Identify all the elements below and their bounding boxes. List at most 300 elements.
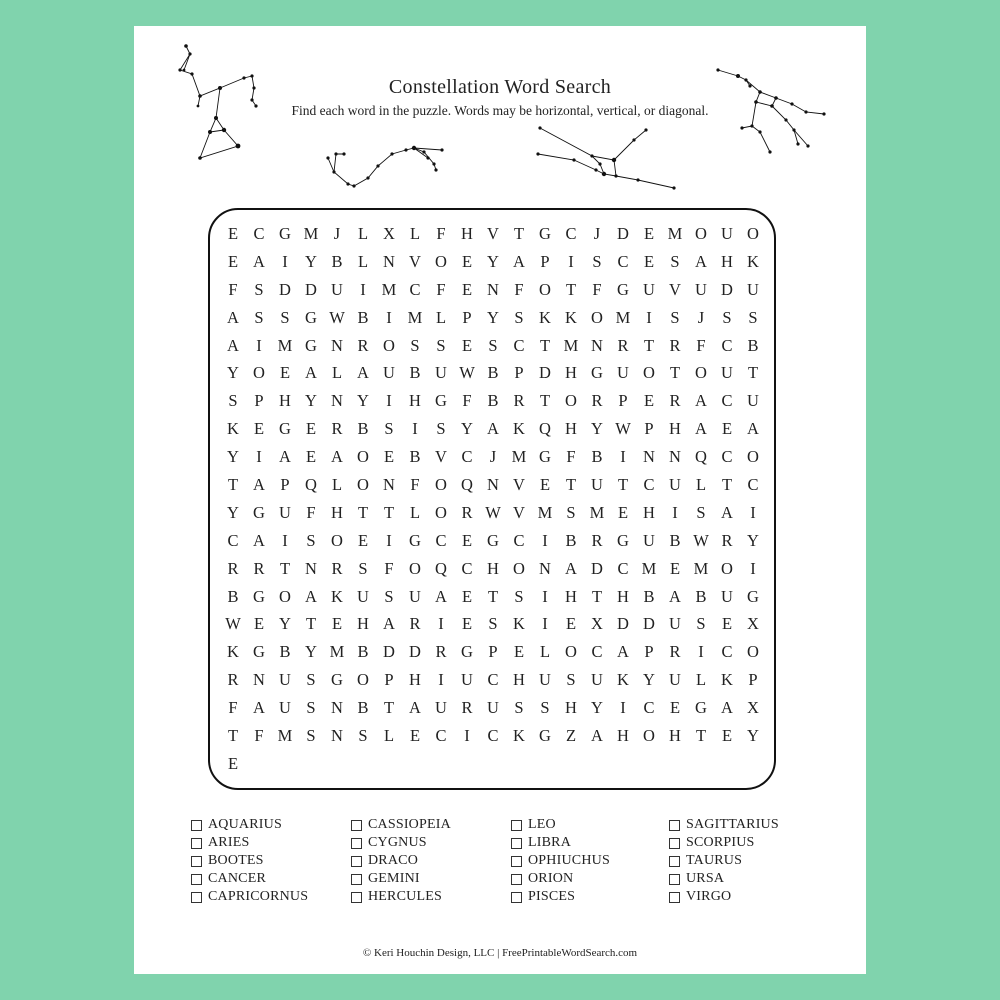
- grid-letter[interactable]: S: [306, 670, 316, 690]
- grid-letter[interactable]: E: [253, 614, 265, 634]
- grid-letter[interactable]: Q: [305, 474, 317, 494]
- grid-letter[interactable]: Y: [591, 698, 603, 718]
- grid-letter[interactable]: G: [747, 586, 759, 606]
- word-checkbox[interactable]: [351, 856, 362, 867]
- grid-letter[interactable]: S: [592, 251, 602, 271]
- grid-letter[interactable]: T: [305, 614, 317, 634]
- word-checkbox[interactable]: [191, 838, 202, 849]
- grid-letter[interactable]: B: [669, 530, 681, 550]
- grid-letter[interactable]: E: [227, 223, 239, 243]
- grid-letter[interactable]: F: [228, 279, 238, 299]
- grid-letter[interactable]: U: [279, 670, 291, 690]
- word-checkbox[interactable]: [351, 874, 362, 885]
- grid-letter[interactable]: G: [435, 391, 447, 411]
- grid-letter[interactable]: L: [357, 251, 369, 271]
- grid-letter[interactable]: T: [643, 335, 655, 355]
- grid-letter[interactable]: C: [253, 223, 265, 243]
- grid-letter[interactable]: O: [357, 670, 369, 690]
- grid-letter[interactable]: L: [435, 307, 447, 327]
- grid-letter[interactable]: T: [617, 474, 629, 494]
- grid-letter[interactable]: L: [331, 474, 343, 494]
- grid-letter[interactable]: U: [617, 363, 629, 383]
- grid-letter[interactable]: U: [721, 363, 733, 383]
- grid-letter[interactable]: T: [279, 558, 291, 578]
- grid-letter[interactable]: A: [331, 447, 343, 467]
- grid-letter[interactable]: P: [540, 251, 550, 271]
- grid-letter[interactable]: W: [615, 419, 631, 439]
- grid-letter[interactable]: Q: [435, 558, 447, 578]
- grid-letter[interactable]: N: [643, 447, 655, 467]
- grid-letter[interactable]: K: [747, 251, 759, 271]
- grid-letter[interactable]: C: [487, 670, 499, 690]
- grid-letter[interactable]: V: [513, 502, 525, 522]
- grid-letter[interactable]: T: [539, 335, 551, 355]
- grid-letter[interactable]: B: [487, 363, 499, 383]
- grid-letter[interactable]: U: [435, 698, 447, 718]
- grid-letter[interactable]: U: [383, 363, 395, 383]
- grid-letter[interactable]: A: [253, 698, 265, 718]
- word-checkbox[interactable]: [669, 838, 680, 849]
- grid-letter[interactable]: U: [539, 670, 551, 690]
- grid-letter[interactable]: E: [305, 419, 317, 439]
- grid-letter[interactable]: T: [383, 698, 395, 718]
- grid-letter[interactable]: R: [253, 558, 265, 578]
- grid-letter[interactable]: T: [565, 279, 577, 299]
- grid-letter[interactable]: C: [513, 335, 525, 355]
- word-list-item[interactable]: [191, 870, 361, 888]
- grid-letter[interactable]: Q: [539, 419, 551, 439]
- grid-letter[interactable]: X: [383, 223, 395, 243]
- word-list-item[interactable]: [669, 870, 839, 888]
- grid-letter[interactable]: I: [646, 307, 652, 327]
- grid-letter[interactable]: Y: [591, 419, 603, 439]
- grid-letter[interactable]: B: [227, 586, 239, 606]
- grid-letter[interactable]: E: [721, 725, 733, 745]
- grid-letter[interactable]: A: [669, 586, 681, 606]
- grid-letter[interactable]: V: [435, 447, 447, 467]
- word-checkbox[interactable]: [351, 838, 362, 849]
- grid-letter[interactable]: B: [357, 642, 369, 662]
- grid-letter[interactable]: G: [539, 223, 551, 243]
- grid-letter[interactable]: N: [591, 335, 603, 355]
- grid-letter[interactable]: E: [643, 251, 655, 271]
- grid-letter[interactable]: L: [409, 223, 421, 243]
- grid-letter[interactable]: O: [331, 530, 343, 550]
- grid-letter[interactable]: I: [620, 447, 626, 467]
- grid-letter[interactable]: N: [383, 474, 395, 494]
- grid-letter[interactable]: C: [721, 335, 733, 355]
- grid-letter[interactable]: C: [721, 391, 733, 411]
- grid-letter[interactable]: O: [747, 223, 759, 243]
- grid-letter[interactable]: A: [253, 474, 265, 494]
- grid-letter[interactable]: F: [254, 725, 264, 745]
- grid-letter[interactable]: A: [253, 530, 265, 550]
- grid-letter[interactable]: G: [409, 530, 421, 550]
- grid-letter[interactable]: R: [461, 502, 473, 522]
- grid-letter[interactable]: G: [461, 642, 473, 662]
- grid-letter[interactable]: E: [643, 223, 655, 243]
- grid-letter[interactable]: E: [721, 614, 733, 634]
- grid-letter[interactable]: K: [565, 307, 577, 327]
- grid-letter[interactable]: H: [565, 698, 577, 718]
- grid-letter[interactable]: O: [695, 223, 707, 243]
- grid-letter[interactable]: N: [331, 391, 343, 411]
- grid-letter[interactable]: I: [698, 642, 704, 662]
- grid-letter[interactable]: R: [669, 335, 681, 355]
- grid-letter[interactable]: Y: [305, 642, 317, 662]
- word-list-item[interactable]: [511, 888, 681, 906]
- grid-letter[interactable]: M: [641, 558, 657, 578]
- grid-letter[interactable]: G: [305, 335, 317, 355]
- grid-letter[interactable]: E: [461, 586, 473, 606]
- grid-letter[interactable]: S: [540, 698, 550, 718]
- grid-letter[interactable]: S: [488, 335, 498, 355]
- grid-letter[interactable]: F: [306, 502, 316, 522]
- grid-letter[interactable]: N: [487, 474, 499, 494]
- grid-letter[interactable]: S: [384, 586, 394, 606]
- grid-letter[interactable]: I: [542, 586, 548, 606]
- word-list-item[interactable]: [351, 816, 521, 834]
- grid-letter[interactable]: H: [409, 391, 421, 411]
- grid-letter[interactable]: T: [357, 502, 369, 522]
- word-list-item[interactable]: [191, 834, 361, 852]
- grid-letter[interactable]: C: [643, 474, 655, 494]
- grid-letter[interactable]: T: [721, 474, 733, 494]
- grid-letter[interactable]: A: [435, 586, 447, 606]
- grid-letter[interactable]: S: [306, 725, 316, 745]
- grid-letter[interactable]: M: [511, 447, 527, 467]
- grid-letter[interactable]: R: [591, 530, 603, 550]
- grid-letter[interactable]: D: [409, 642, 421, 662]
- word-checkbox[interactable]: [511, 856, 522, 867]
- grid-letter[interactable]: S: [514, 698, 524, 718]
- grid-letter[interactable]: P: [618, 391, 628, 411]
- grid-letter[interactable]: A: [305, 586, 317, 606]
- grid-letter[interactable]: G: [279, 223, 291, 243]
- grid-letter[interactable]: S: [254, 279, 264, 299]
- grid-letter[interactable]: E: [227, 251, 239, 271]
- grid-letter[interactable]: T: [565, 474, 577, 494]
- grid-letter[interactable]: G: [253, 586, 265, 606]
- grid-letter[interactable]: T: [383, 502, 395, 522]
- grid-letter[interactable]: M: [407, 307, 423, 327]
- grid-letter[interactable]: E: [461, 614, 473, 634]
- grid-letter[interactable]: G: [279, 419, 291, 439]
- grid-letter[interactable]: K: [513, 725, 525, 745]
- grid-letter[interactable]: Y: [227, 363, 239, 383]
- grid-letter[interactable]: S: [228, 391, 238, 411]
- grid-letter[interactable]: E: [357, 530, 369, 550]
- grid-letter[interactable]: P: [748, 670, 758, 690]
- grid-letter[interactable]: G: [539, 447, 551, 467]
- grid-letter[interactable]: I: [386, 307, 392, 327]
- grid-letter[interactable]: X: [591, 614, 603, 634]
- grid-letter[interactable]: O: [591, 307, 603, 327]
- grid-letter[interactable]: S: [670, 251, 680, 271]
- grid-letter[interactable]: O: [253, 363, 265, 383]
- grid-letter[interactable]: G: [305, 307, 317, 327]
- grid-letter[interactable]: H: [617, 586, 629, 606]
- grid-letter[interactable]: Y: [305, 391, 317, 411]
- grid-letter[interactable]: G: [591, 363, 603, 383]
- grid-letter[interactable]: E: [669, 558, 681, 578]
- grid-letter[interactable]: V: [669, 279, 681, 299]
- grid-letter[interactable]: J: [593, 223, 601, 243]
- word-list-item[interactable]: [191, 888, 361, 906]
- grid-letter[interactable]: J: [697, 307, 705, 327]
- grid-letter[interactable]: I: [256, 335, 262, 355]
- grid-letter[interactable]: S: [436, 419, 446, 439]
- grid-letter[interactable]: R: [617, 335, 629, 355]
- grid-letter[interactable]: R: [669, 642, 681, 662]
- grid-letter[interactable]: O: [279, 586, 291, 606]
- grid-letter[interactable]: M: [303, 223, 319, 243]
- grid-letter[interactable]: E: [643, 391, 655, 411]
- grid-letter[interactable]: M: [329, 642, 345, 662]
- grid-letter[interactable]: A: [695, 251, 707, 271]
- grid-letter[interactable]: A: [305, 363, 317, 383]
- grid-letter[interactable]: T: [227, 474, 239, 494]
- grid-letter[interactable]: H: [643, 502, 655, 522]
- grid-letter[interactable]: K: [513, 419, 525, 439]
- grid-letter[interactable]: P: [462, 307, 472, 327]
- grid-letter[interactable]: S: [488, 614, 498, 634]
- grid-letter[interactable]: T: [539, 391, 551, 411]
- grid-letter[interactable]: H: [513, 670, 525, 690]
- grid-letter[interactable]: I: [542, 614, 548, 634]
- word-checkbox[interactable]: [669, 820, 680, 831]
- grid-letter[interactable]: O: [539, 279, 551, 299]
- grid-letter[interactable]: I: [282, 251, 288, 271]
- grid-letter[interactable]: E: [721, 419, 733, 439]
- grid-letter[interactable]: E: [461, 251, 473, 271]
- grid-letter[interactable]: O: [435, 251, 447, 271]
- grid-letter[interactable]: Y: [227, 502, 239, 522]
- grid-letter[interactable]: W: [693, 530, 709, 550]
- grid-letter[interactable]: A: [253, 251, 265, 271]
- grid-letter[interactable]: A: [747, 419, 759, 439]
- grid-letter[interactable]: S: [514, 586, 524, 606]
- grid-letter[interactable]: U: [669, 670, 681, 690]
- grid-letter[interactable]: W: [329, 307, 345, 327]
- grid-letter[interactable]: S: [384, 419, 394, 439]
- grid-letter[interactable]: R: [513, 391, 525, 411]
- grid-letter[interactable]: M: [537, 502, 553, 522]
- grid-letter[interactable]: U: [643, 279, 655, 299]
- grid-letter[interactable]: Y: [487, 307, 499, 327]
- grid-letter[interactable]: W: [485, 502, 501, 522]
- grid-letter[interactable]: R: [669, 391, 681, 411]
- grid-letter[interactable]: B: [591, 447, 603, 467]
- grid-letter[interactable]: N: [487, 279, 499, 299]
- grid-letter[interactable]: R: [357, 335, 369, 355]
- grid-letter[interactable]: B: [409, 447, 421, 467]
- grid-letter[interactable]: G: [695, 698, 707, 718]
- grid-letter[interactable]: H: [409, 670, 421, 690]
- grid-letter[interactable]: C: [461, 558, 473, 578]
- grid-letter[interactable]: P: [384, 670, 394, 690]
- grid-letter[interactable]: M: [667, 223, 683, 243]
- grid-letter[interactable]: U: [669, 614, 681, 634]
- grid-letter[interactable]: I: [360, 279, 366, 299]
- grid-letter[interactable]: A: [591, 725, 603, 745]
- grid-letter[interactable]: G: [539, 725, 551, 745]
- grid-letter[interactable]: C: [617, 251, 629, 271]
- grid-letter[interactable]: O: [409, 558, 421, 578]
- grid-letter[interactable]: S: [358, 558, 368, 578]
- grid-letter[interactable]: U: [279, 502, 291, 522]
- grid-letter[interactable]: B: [357, 307, 369, 327]
- grid-letter[interactable]: A: [383, 614, 395, 634]
- grid-letter[interactable]: T: [513, 223, 525, 243]
- grid-letter[interactable]: O: [721, 558, 733, 578]
- grid-letter[interactable]: U: [747, 279, 759, 299]
- grid-letter[interactable]: A: [513, 251, 525, 271]
- grid-letter[interactable]: R: [331, 419, 343, 439]
- grid-letter[interactable]: G: [617, 279, 629, 299]
- grid-letter[interactable]: F: [436, 279, 446, 299]
- grid-letter[interactable]: P: [644, 642, 654, 662]
- grid-letter[interactable]: M: [277, 335, 293, 355]
- grid-letter[interactable]: F: [436, 223, 446, 243]
- grid-letter[interactable]: I: [464, 725, 470, 745]
- grid-letter[interactable]: R: [461, 698, 473, 718]
- grid-letter[interactable]: B: [279, 642, 291, 662]
- grid-letter[interactable]: R: [227, 558, 239, 578]
- grid-letter[interactable]: E: [461, 530, 473, 550]
- grid-letter[interactable]: P: [514, 363, 524, 383]
- grid-letter[interactable]: X: [747, 614, 759, 634]
- grid-letter[interactable]: O: [643, 363, 655, 383]
- grid-letter[interactable]: U: [487, 698, 499, 718]
- grid-letter[interactable]: L: [539, 642, 551, 662]
- grid-letter[interactable]: K: [227, 642, 239, 662]
- grid-letter[interactable]: A: [695, 419, 707, 439]
- grid-letter[interactable]: E: [253, 419, 265, 439]
- word-list-item[interactable]: [511, 870, 681, 888]
- grid-letter[interactable]: Q: [461, 474, 473, 494]
- word-list-item[interactable]: [669, 888, 839, 906]
- grid-letter[interactable]: G: [487, 530, 499, 550]
- grid-letter[interactable]: E: [461, 279, 473, 299]
- grid-letter[interactable]: A: [565, 558, 577, 578]
- word-checkbox[interactable]: [191, 874, 202, 885]
- word-checkbox[interactable]: [669, 874, 680, 885]
- grid-letter[interactable]: R: [591, 391, 603, 411]
- word-checkbox[interactable]: [669, 856, 680, 867]
- grid-letter[interactable]: U: [591, 670, 603, 690]
- grid-letter[interactable]: L: [695, 474, 707, 494]
- grid-letter[interactable]: B: [357, 419, 369, 439]
- word-list-item[interactable]: [669, 852, 839, 870]
- grid-letter[interactable]: Y: [487, 251, 499, 271]
- word-checkbox[interactable]: [351, 892, 362, 903]
- grid-letter[interactable]: Y: [461, 419, 473, 439]
- grid-letter[interactable]: S: [722, 307, 732, 327]
- grid-letter[interactable]: Y: [643, 670, 655, 690]
- grid-letter[interactable]: I: [750, 558, 756, 578]
- grid-letter[interactable]: S: [748, 307, 758, 327]
- grid-letter[interactable]: T: [591, 586, 603, 606]
- word-checkbox[interactable]: [191, 820, 202, 831]
- grid-letter[interactable]: H: [279, 391, 291, 411]
- grid-letter[interactable]: H: [565, 586, 577, 606]
- grid-letter[interactable]: S: [410, 335, 420, 355]
- grid-letter[interactable]: P: [280, 474, 290, 494]
- grid-letter[interactable]: N: [305, 558, 317, 578]
- grid-letter[interactable]: A: [721, 698, 733, 718]
- grid-letter[interactable]: D: [305, 279, 317, 299]
- word-list-item[interactable]: [351, 852, 521, 870]
- grid-letter[interactable]: T: [747, 363, 759, 383]
- grid-letter[interactable]: K: [539, 307, 551, 327]
- grid-letter[interactable]: U: [747, 391, 759, 411]
- grid-letter[interactable]: B: [565, 530, 577, 550]
- grid-letter[interactable]: S: [306, 530, 316, 550]
- grid-letter[interactable]: Y: [357, 391, 369, 411]
- grid-letter[interactable]: P: [254, 391, 264, 411]
- grid-letter[interactable]: A: [227, 335, 239, 355]
- grid-letter[interactable]: U: [461, 670, 473, 690]
- grid-letter[interactable]: N: [383, 251, 395, 271]
- grid-letter[interactable]: O: [435, 502, 447, 522]
- grid-letter[interactable]: K: [227, 419, 239, 439]
- grid-letter[interactable]: L: [383, 725, 395, 745]
- grid-letter[interactable]: U: [409, 586, 421, 606]
- grid-letter[interactable]: F: [228, 698, 238, 718]
- grid-letter[interactable]: A: [409, 698, 421, 718]
- grid-letter[interactable]: K: [617, 670, 629, 690]
- grid-letter[interactable]: V: [513, 474, 525, 494]
- word-list-item[interactable]: [191, 816, 361, 834]
- grid-letter[interactable]: H: [357, 614, 369, 634]
- grid-letter[interactable]: M: [381, 279, 397, 299]
- grid-letter[interactable]: O: [747, 447, 759, 467]
- grid-letter[interactable]: S: [696, 502, 706, 522]
- grid-letter[interactable]: D: [539, 363, 551, 383]
- grid-letter[interactable]: H: [617, 725, 629, 745]
- grid-letter[interactable]: D: [617, 614, 629, 634]
- grid-letter[interactable]: K: [721, 670, 733, 690]
- grid-letter[interactable]: I: [412, 419, 418, 439]
- grid-letter[interactable]: C: [487, 725, 499, 745]
- grid-letter[interactable]: B: [331, 251, 343, 271]
- grid-letter[interactable]: C: [591, 642, 603, 662]
- grid-letter[interactable]: I: [438, 614, 444, 634]
- grid-letter[interactable]: I: [386, 530, 392, 550]
- grid-letter[interactable]: D: [279, 279, 291, 299]
- grid-letter[interactable]: N: [253, 670, 265, 690]
- grid-letter[interactable]: E: [539, 474, 551, 494]
- grid-letter[interactable]: Y: [279, 614, 291, 634]
- grid-letter[interactable]: F: [462, 391, 472, 411]
- grid-letter[interactable]: E: [669, 698, 681, 718]
- grid-letter[interactable]: O: [383, 335, 395, 355]
- grid-letter[interactable]: Z: [565, 725, 577, 745]
- grid-letter[interactable]: D: [591, 558, 603, 578]
- grid-letter[interactable]: D: [383, 642, 395, 662]
- grid-letter[interactable]: C: [643, 698, 655, 718]
- grid-letter[interactable]: U: [591, 474, 603, 494]
- grid-letter[interactable]: Y: [747, 530, 759, 550]
- grid-letter[interactable]: I: [282, 530, 288, 550]
- grid-letter[interactable]: D: [721, 279, 733, 299]
- grid-letter[interactable]: L: [331, 363, 343, 383]
- grid-letter[interactable]: O: [357, 474, 369, 494]
- grid-letter[interactable]: E: [331, 614, 343, 634]
- grid-letter[interactable]: S: [566, 670, 576, 690]
- grid-letter[interactable]: B: [487, 391, 499, 411]
